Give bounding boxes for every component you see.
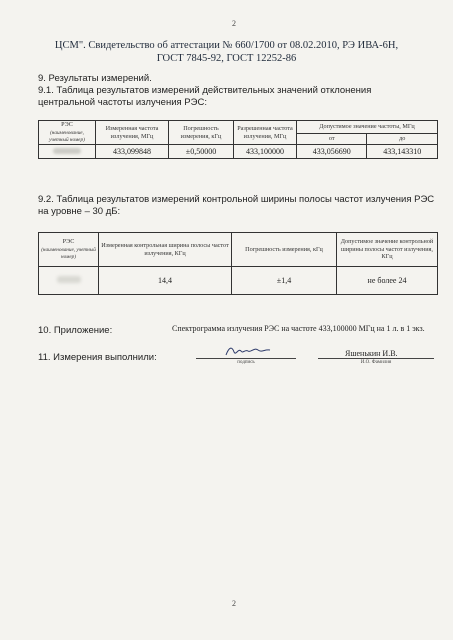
t1-to: 433,143310 bbox=[367, 145, 438, 159]
bandwidth-table bbox=[38, 232, 438, 295]
t1-header-tolerance: Допустимое значение частоты, МГц bbox=[297, 121, 438, 134]
t2-res-redacted bbox=[39, 267, 99, 295]
t1-error: ±0,50000 bbox=[169, 145, 234, 159]
redaction-mark bbox=[53, 148, 81, 154]
executor-name: Яшенькин И.В. bbox=[345, 349, 398, 358]
signature bbox=[196, 343, 296, 357]
t1-header-measured: Измеренная частота излучения, МГц bbox=[96, 121, 169, 145]
t2-header-allowed: Допустимое значение контрольной ширины полосы частот излучения, КГц bbox=[337, 233, 438, 267]
signature-line bbox=[196, 358, 296, 359]
t2-error: ±1,4 bbox=[232, 267, 337, 295]
section-9-2-caption: 9.2. Таблица результатов измерений контрольной ширины полосы частот излучения РЭС на уровне – 30 дБ: bbox=[38, 194, 435, 217]
t1-header-res: РЭС (наименование, учетный номер) bbox=[39, 121, 96, 145]
t2-header-bandwidth: Измеренная контрольная ширина полосы частот излучения, КГц bbox=[99, 233, 232, 267]
signature-caption: подпись bbox=[237, 360, 255, 365]
name-line bbox=[318, 358, 434, 359]
t1-measured: 433,099848 bbox=[96, 145, 169, 159]
t1-header-from: от bbox=[297, 134, 367, 145]
t2-allowed: не более 24 bbox=[337, 267, 438, 295]
section-10-text: Спектрограмма излучения РЭС на частоте 433,100000 МГц на 1 л. в 1 экз. bbox=[172, 324, 425, 333]
name-caption: И.О. Фамилия bbox=[360, 360, 392, 365]
page-number-bottom: 2 bbox=[232, 599, 236, 608]
section-9-1-caption: 9.1. Таблица результатов измерений действительных значений отклонения центральной частоты излучения РЭС: bbox=[38, 85, 372, 108]
section-9-title: 9. Результаты измерений. bbox=[38, 73, 152, 84]
t1-from: 433,056690 bbox=[297, 145, 367, 159]
t1-header-error: Погрешность измерения, кГц bbox=[169, 121, 234, 145]
header-line-2: ГОСТ 7845-92, ГОСТ 12252-86 bbox=[156, 53, 297, 64]
t2-header-error: Погрешность измерения, кГц bbox=[232, 233, 337, 267]
section-10-label: 10. Приложение: bbox=[38, 325, 113, 336]
t1-header-to: до bbox=[367, 134, 438, 145]
center-frequency-table bbox=[38, 120, 438, 159]
t2-header-res: РЭС (наименование, учетный номер) bbox=[39, 233, 99, 267]
t1-res-redacted bbox=[39, 145, 96, 159]
redaction-mark bbox=[57, 276, 81, 283]
t1-allowed-center: 433,100000 bbox=[234, 145, 297, 159]
t1-header-allowed-center: Разрешенная частота излучения, МГц bbox=[234, 121, 297, 145]
signature-scribble bbox=[196, 343, 296, 359]
t2-bandwidth: 14,4 bbox=[99, 267, 232, 295]
page-number-top: 2 bbox=[232, 19, 236, 28]
section-11-label: 11. Измерения выполнили: bbox=[38, 352, 157, 363]
header-line-1: ЦСМ". Свидетельство об аттестации № 660/1700 от 08.02.2010, РЭ ИВА-6Н, bbox=[54, 40, 399, 51]
